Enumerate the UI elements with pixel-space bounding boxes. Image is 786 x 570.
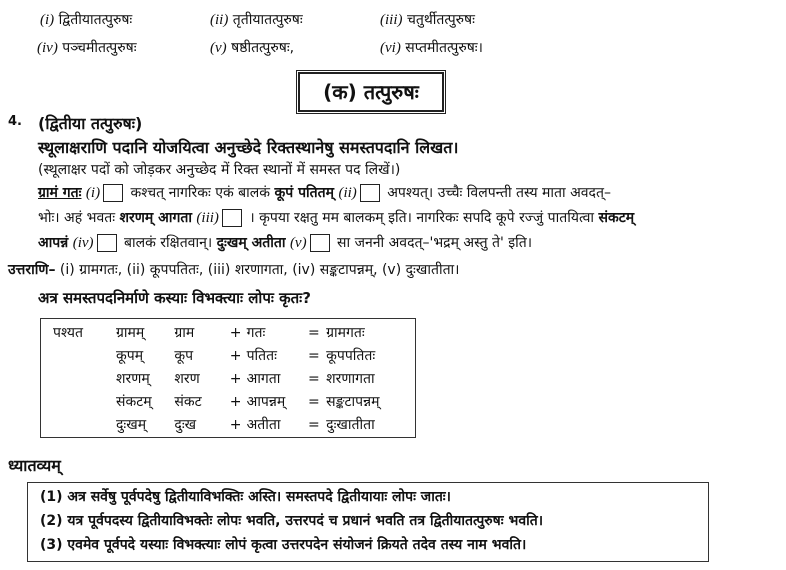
table-cell: सङ्कटापन्नम् [326, 394, 380, 410]
blank-box[interactable] [103, 184, 123, 202]
table-cell: = [307, 416, 320, 433]
answers-text: (i) ग्रामगतः, (ii) कूपपतितः, (iii) शरणागता, (iv) सङ्कटापन्नम्, (v) दुःखातीता। [59, 262, 460, 278]
table-cell: = [307, 370, 320, 387]
bold-phrase: ग्रामं गतः [38, 185, 82, 201]
bold-phrase: आपन्नं [38, 235, 69, 251]
item-label: चतुर्थीतत्पुरुषः [406, 12, 475, 28]
table-row [116, 321, 415, 344]
bold-phrase: कूपं पतितम् [274, 185, 334, 201]
passage-line [38, 208, 634, 227]
table-cell: = [307, 347, 320, 364]
passage-line [38, 183, 611, 202]
blank-num: (i) [85, 185, 101, 201]
table-cell: = [307, 393, 320, 410]
table-row [116, 390, 415, 413]
blank-num: (ii) [338, 185, 357, 201]
blank-box[interactable] [97, 234, 117, 252]
item-num: (i) [40, 12, 55, 28]
bold-phrase: दुःखम् अतीता [216, 235, 286, 251]
blank-box[interactable] [222, 209, 242, 227]
table-cell: कूपपतितः [326, 348, 376, 364]
table-cell: शरणम् [116, 371, 150, 387]
table-cell: पतितः [246, 348, 277, 364]
table-cell: ग्रामम् [116, 325, 145, 341]
derivation-table [116, 321, 415, 436]
table-cell: + [229, 370, 242, 387]
blank-num: (iv) [72, 235, 94, 251]
table-cell: दुःखातीता [326, 417, 375, 433]
passage-text: बालकं रक्षितवान्। [123, 235, 213, 251]
table-cell: ग्रामगतः [326, 325, 365, 341]
item-label: सप्तमीतत्पुरुषः। [405, 40, 483, 56]
table-cell: अतीता [246, 417, 281, 433]
table-cell: दुःखम् [116, 417, 147, 433]
blank-num: (iii) [196, 210, 219, 226]
blank-box[interactable] [310, 234, 330, 252]
item-label: पञ्चमीतत्पुरुषः [62, 40, 137, 56]
passage-text: कश्चत् नागरिकः एकं बालकं [130, 185, 271, 201]
note-box [27, 482, 709, 562]
table-cell: ग्राम [174, 325, 195, 341]
type-item [380, 10, 475, 29]
item-num: (iii) [380, 12, 403, 28]
table-cell: दुःख [174, 417, 197, 433]
item-label: तृतीयातत्पुरुषः [232, 12, 303, 28]
type-item [210, 10, 303, 29]
instruction-hindi: (स्थूलाक्षर पदों को जोड़कर अनुच्छेद में रिक्त स्थानों में समस्त पद लिखें।) [38, 162, 401, 178]
table-row [116, 344, 415, 367]
note-item: (1) अत्र सर्वेषु पूर्वपदेषु द्वितीयाविभक्तिः अस्ति। समस्तपदे द्वितीयायाः लोपः जातः। [40, 489, 451, 505]
item-num: (iv) [37, 40, 58, 56]
table-row [116, 413, 415, 436]
table-cell: कूपम् [116, 348, 144, 364]
passage-text: । कृपया रक्षतु मम बालकम् इति। नागरिकः सपदि कूपे रज्जुं पातयित्वा [249, 210, 595, 226]
note-item: (2) यत्र पूर्वपदस्य द्वितीयाविभक्तेः लोपः भवति, उत्तरपदं च प्रधानं भवति तत्र द्वितीयातत्पुरुषः भवति। [40, 513, 544, 529]
derivation-table-box [40, 318, 416, 438]
type-item [37, 38, 137, 57]
table-cell: + [229, 347, 242, 364]
item-num: (ii) [210, 12, 229, 28]
item-label: षष्ठीतत्पुरुषः, [231, 40, 295, 56]
passage-text: सा जननी अवदत्–'भद्रम् अस्तु ते' इति। [337, 235, 533, 251]
table-cell: कूप [174, 348, 194, 364]
passage-text: अपश्यत्। उच्चैः विलपन्ती तस्य माता अवदत्– [387, 185, 611, 201]
passage-text: भोः। अहं भवतः [38, 210, 116, 226]
table-row [116, 367, 415, 390]
table-cell: संकट [174, 394, 202, 410]
table-cell: शरण [174, 371, 200, 387]
section-title: (क) तत्पुरुषः [298, 72, 444, 112]
table-cell: संकटम् [116, 394, 152, 410]
blank-num: (v) [289, 235, 307, 251]
answers-label: उत्तराणि– [8, 262, 56, 278]
question-number: 4. [8, 114, 22, 129]
type-item [210, 38, 294, 57]
bold-phrase: संकटम् [598, 210, 635, 226]
table-cell: आगता [246, 371, 281, 387]
item-label: द्वितीयातत्पुरुषः [58, 12, 133, 28]
table-cell: आपन्नम् [246, 394, 286, 410]
note-title: ध्यातव्यम् [8, 456, 61, 475]
note-item: (3) एवमेव पूर्वपदे यस्याः विभक्त्याः लोपं कृत्वा उत्तरपदेन संयोजनं क्रियते तदेव तस्य नाम भवति। [40, 537, 527, 553]
table-cell: गतः [246, 325, 266, 341]
instruction: स्थूलाक्षराणि पदानि योजयित्वा अनुच्छेदे रिक्तस्थानेषु समस्तपदानि लिखत। [38, 138, 459, 157]
passage-line [38, 233, 532, 252]
bold-phrase: शरणम् आगता [119, 210, 192, 226]
type-item [40, 10, 132, 29]
item-num: (v) [210, 40, 227, 56]
table-label: पश्यत [53, 325, 84, 341]
table-cell: शरणागता [326, 371, 375, 387]
table-cell: + [229, 416, 242, 433]
table-cell: + [229, 393, 242, 410]
blank-box[interactable] [360, 184, 380, 202]
type-item [380, 38, 483, 57]
item-num: (vi) [380, 40, 401, 56]
answers [8, 260, 459, 279]
table-cell: = [307, 324, 320, 341]
question: अत्र समस्तपदनिर्माणे कस्याः विभक्त्याः लोपः कृतः? [38, 289, 311, 307]
question-heading: (द्वितीया तत्पुरुषः) [38, 114, 143, 133]
table-cell: + [229, 324, 242, 341]
